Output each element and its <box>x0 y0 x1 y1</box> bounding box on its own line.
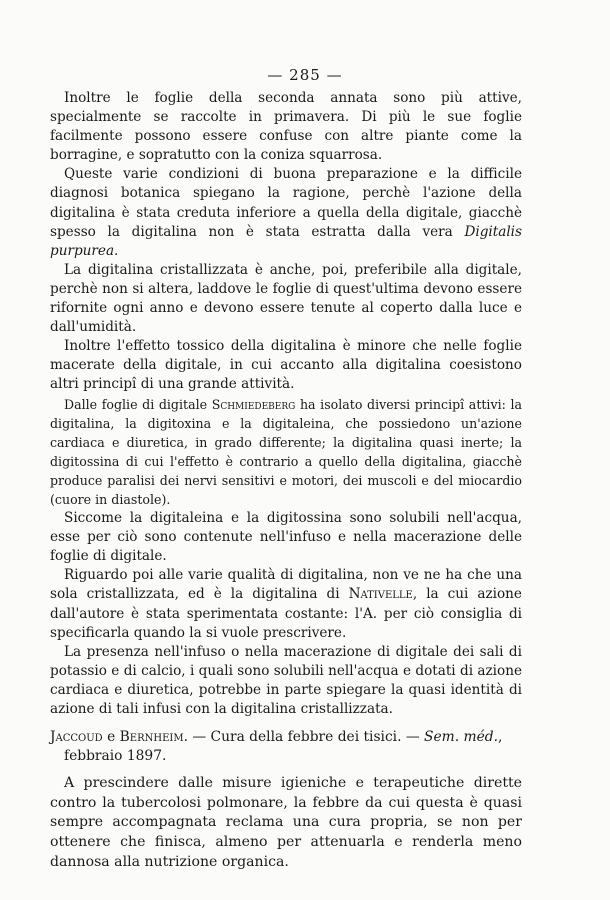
ref-author-2: Bernheim <box>119 729 184 746</box>
body-text <box>50 89 522 872</box>
bibliographic-reference <box>50 728 522 766</box>
paragraph-principles-lead: Dalle foglie di digitale <box>64 396 212 412</box>
paragraph-preparation-text: Queste varie condizioni di buona preparazione e la difficile diagnosi botanica spiegano la ragione, perchè l'azione della digitalina è stata creduta inferiore a quella della digitale, giacchè spesso la digitalina non è stata estratta dalla vera <box>50 166 522 240</box>
page-number: — 285 — <box>267 66 343 84</box>
ref-date: febbraio 1897. <box>64 748 167 765</box>
ref-journal: Sem. méd. <box>424 729 498 746</box>
paragraph-qualities-lead: Riguardo poi alle varie qualità di digitalina, non ve ne ha che una sola cristallizzata, ed è la digitalina di <box>50 567 522 603</box>
ref-dot: . <box>183 729 188 746</box>
paragraph-preparation <box>50 165 522 260</box>
ref-author-1: Jaccoud <box>50 729 103 746</box>
paragraph-principles <box>50 395 522 510</box>
author-schmiedeberg: Schmiedeberg <box>211 396 296 412</box>
paragraph-salts: La presenza nell'infuso o nella macerazione di digitale dei sali di potassio e di calcio, i quali sono solubili nell'acqua e dotati di azione cardiaca e diuretica, potrebbe in parte spiegare la quasi identità di azione di tali infusi con la digitalina cristallizzata. <box>50 643 522 717</box>
author-nativelle: Nativelle <box>348 586 413 603</box>
ref-comma: , <box>497 729 503 746</box>
paragraph-qualities <box>50 566 522 642</box>
paragraph-crystallized: La digitalina cristallizzata è anche, poi, preferibile alla digitale, perchè non si altera, laddove le foglie di quest'ultima devono essere rifornite ogni anno e devono essere tenute al coperto dalla luce e dall'umidità. <box>50 261 522 336</box>
paragraph-principles-rest: ha isolato diversi principî attivi: la digitalina, la digitoxina e la digitaleina, che possiedono un'azione cardiaca e diuretica, in grado differente; la digitalina quasi inerte; la digitossina di cui l'effetto è contrario a quello della digitalina, giacchè produce paralisi dei nervi sensitivi e motori, dei muscoli e del miocardio (cuore in diastole). <box>50 396 522 507</box>
ref-title: — Cura della febbre dei tisici. — <box>187 729 425 746</box>
paragraph-solubility: Siccome la digitaleina e la digitossina sono solubili nell'acqua, esse per ciò sono contenute nell'infuso e nella macerazione delle foglie di digitale. <box>50 510 522 565</box>
paragraph-qualities-rest: , la cui azione dall'autore è stata sperimentata costante: l'A. per ciò consiglia di specificarla quando la si vuole prescrivere. <box>50 586 522 641</box>
species-name: Digitalis purpurea. <box>50 223 522 259</box>
ref-conj: e <box>102 729 120 746</box>
paragraph-fever: A prescindere dalle misure igieniche e terapeutiche dirette contro la tubercolosi polmonare, la febbre da cui questa è quasi sempre accompagnata reclama una cura propria, se non per ottenere che finisca, almeno per attenuarla e renderla meno dannosa alla nutrizione organica. <box>50 775 522 870</box>
paragraph-toxicity: Inoltre l'effetto tossico della digitalina è minore che nelle foglie macerate della digitale, in cui accanto alla digitalina coesistono altri principî di una grande attività. <box>50 338 522 393</box>
paragraph-leaves: Inoltre le foglie della seconda annata sono più attive, specialmente se raccolte in primavera. Di più le sue foglie facilmente possono essere confuse con altre piante come la borragine, e sopratutto con la coniza squarrosa. <box>50 90 522 164</box>
